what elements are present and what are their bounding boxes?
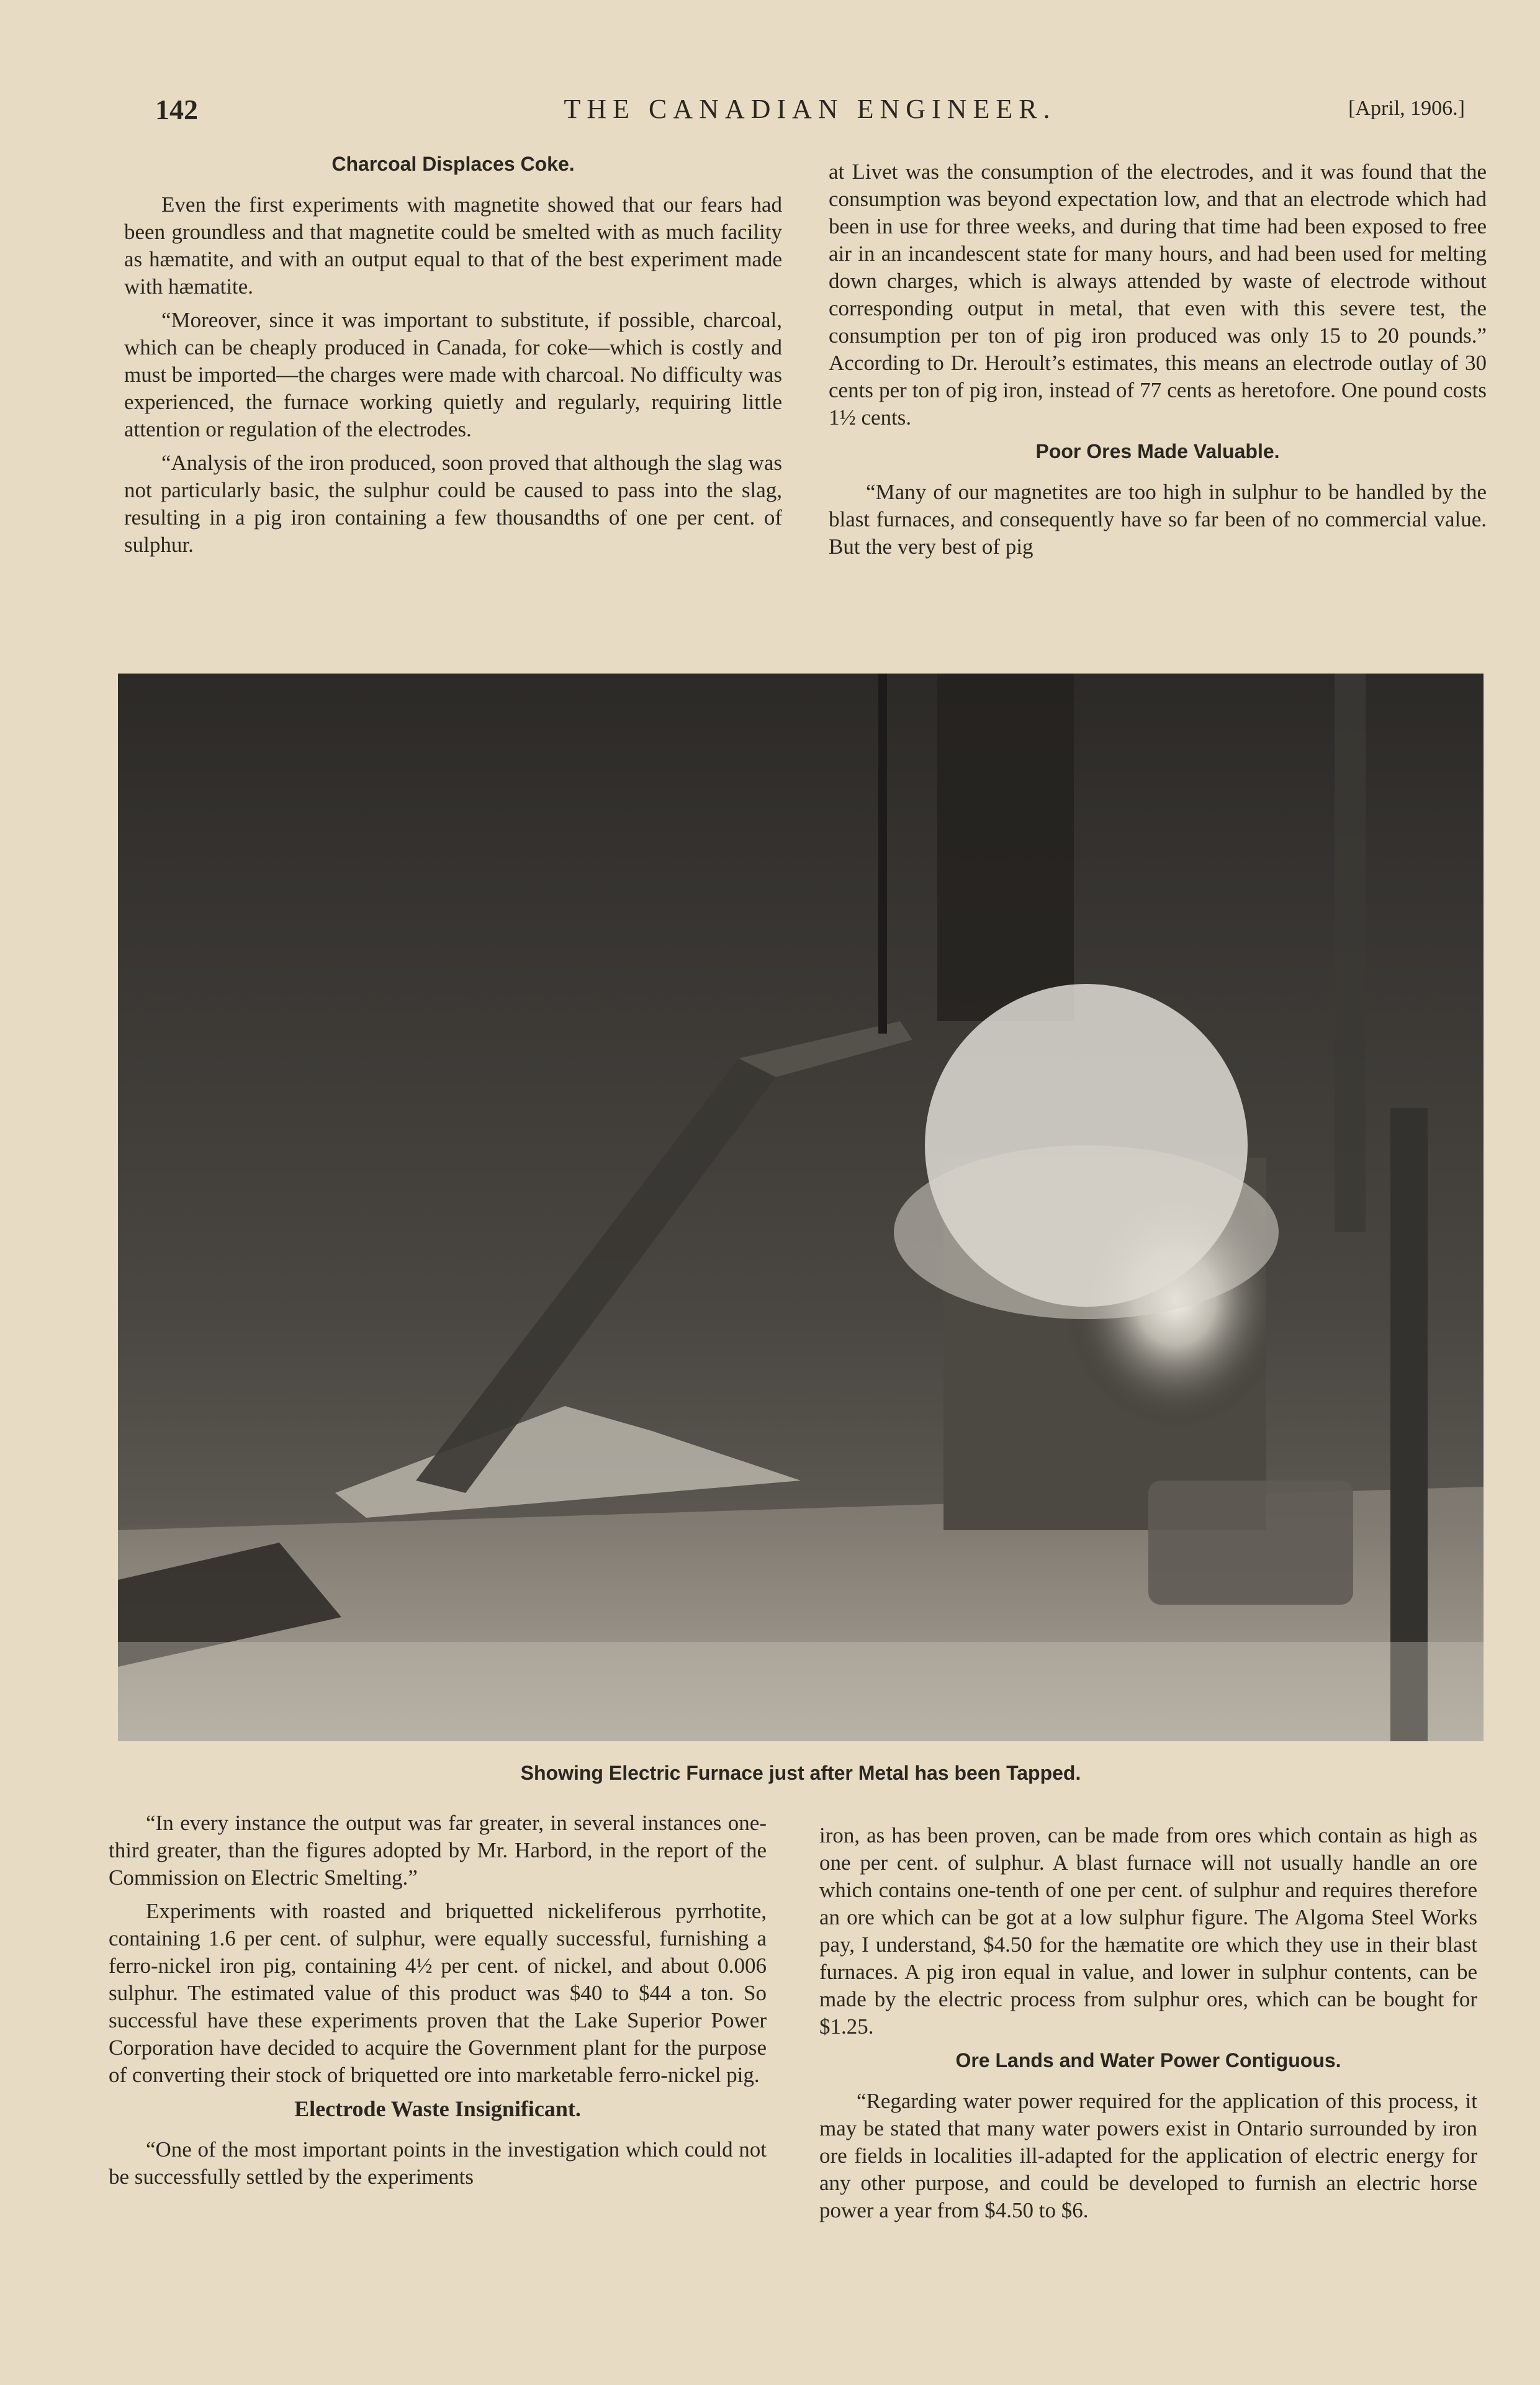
paragraph: “In every instance the output was far greater, in several instances one-third greater, than the figures adopted by Mr. Harbord, in the report of the Commission on Electric Smelting.”	[109, 1811, 767, 1890]
furnace-photograph	[118, 674, 1484, 1741]
column-bottom-left	[109, 1810, 767, 2197]
paragraph: “Regarding water power required for the application of this process, it may be stated that many water powers exist in Ontario surrounded by iron ore fields in localities ill-adapted for the application of electric energy for any other purpose, and could be developed to furnish an electric horse power a year from $4.50 to $6.	[819, 2089, 1477, 2222]
page-number: 142	[155, 94, 198, 125]
section-heading: Poor Ores Made Valuable.	[1035, 440, 1280, 462]
column-top-left	[124, 150, 782, 565]
paragraph: Even the first experiments with magnetite showed that our fears had been groundless and that magnetite could be smelted with as much facility as hæmatite, and with an output equal to that of the best experiment made with hæmatite.	[124, 192, 782, 299]
section-heading: Ore Lands and Water Power Contiguous.	[955, 2049, 1341, 2072]
furnace-photo-illustration	[118, 674, 1484, 1741]
column-bottom-right	[819, 1822, 1477, 2230]
page-header	[155, 93, 1465, 130]
section-heading: Charcoal Displaces Coke.	[331, 153, 575, 175]
section-heading: Electrode Waste Insignificant.	[294, 2096, 581, 2121]
journal-title: THE CANADIAN ENGINEER.	[564, 94, 1056, 124]
paragraph: Experiments with roasted and briquetted nickeliferous pyrrhotite, containing 1.6 per cent. of sulphur, were equally successful, furnishing a ferro-nickel iron pig, containing 4½ per cent. of nickel, and about 0.006 sulphur. The estimated value of this product was $40 to $44 a ton. So successful have these experiments proven that the Lake Superior Power Corporation have decided to acquire the Government plant for the purpose of converting their stock of briquetted ore into marketable ferro-nickel pig.	[109, 1899, 767, 2087]
paragraph: “Moreover, since it was important to substitute, if possible, charcoal, which can be cheaply produced in Canada, for coke—which is costly and must be imported—the charges were made with charcoal. No difficulty was experienced, the furnace working quietly and regularly, requiring little attention or regulation of the electrodes.	[124, 308, 782, 441]
paragraph: “Many of our magnetites are too high in sulphur to be handled by the blast furnaces, and consequently have so far been of no commercial value. But the very best of pig	[829, 480, 1487, 559]
paragraph: iron, as has been proven, can be made from ores which contain as high as one per cent. of sulphur. A blast furnace will not usually handle an ore which contains one-tenth of one per cent. of sulphur and requires therefore an ore which can be got at a low sulphur figure. The Algoma Steel Works pay, I understand, $4.50 for the hæmatite ore which they use in their blast furnaces. A pig iron equal in value, and lower in sulphur contents, can be made by the electric process from sulphur ores, which can be bought for $1.25.	[819, 1823, 1477, 2039]
paragraph: “One of the most important points in the investigation which could not be successfully settled by the experiments	[109, 2137, 767, 2189]
figure-caption: Showing Electric Furnace just after Metal has been Tapped.	[520, 1762, 1081, 1784]
issue-date: [April, 1906.]	[1348, 97, 1465, 120]
column-top-right	[829, 158, 1487, 567]
paragraph: “Analysis of the iron produced, soon proved that although the slag was not particularly basic, the sulphur could be caused to pass into the slag, resulting in a pig iron containing a few thousandths of one per cent. of sulphur.	[124, 451, 782, 557]
paragraph: at Livet was the consumption of the electrodes, and it was found that the consumption was beyond expectation low, and that an electrode which had been in use for three weeks, and during that time had been exposed to free air in an incandescent state for many hours, and had been used for melting down charges, which is always attended by waste of electrode without corresponding output in metal, that even with this severe test, the consumption per ton of pig iron produced was only 15 to 20 pounds.” According to Dr. Heroult’s estimates, this means an electrode outlay of 30 cents per ton of pig iron, instead of 77 cents as heretofore. One pound costs 1½ cents.	[829, 160, 1487, 430]
